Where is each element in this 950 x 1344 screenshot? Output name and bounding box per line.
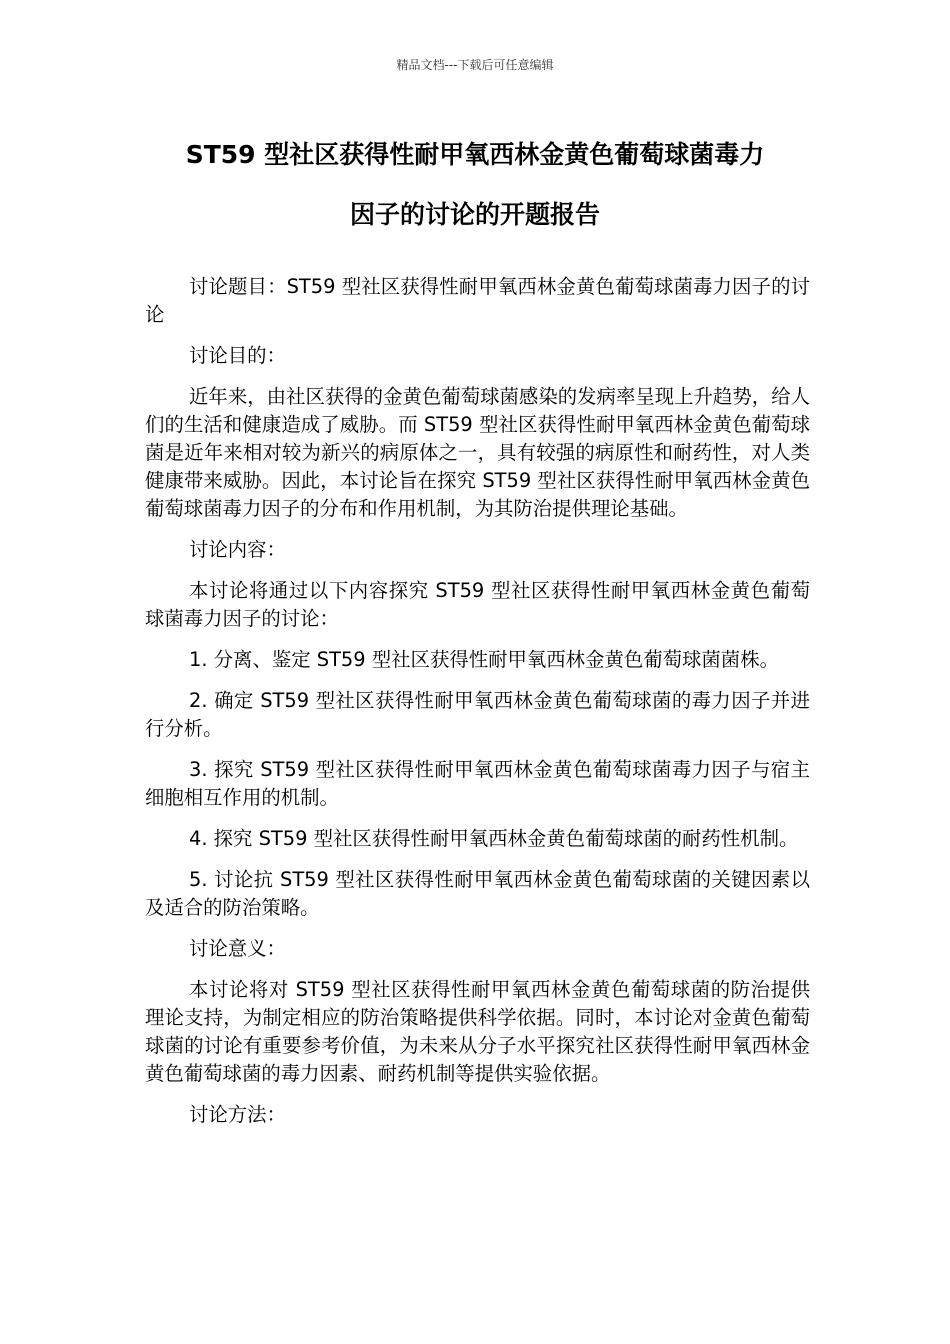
- heading-purpose: 讨论目的：: [189, 344, 286, 367]
- paragraph-content-intro: 本讨论将通过以下内容探究 ST59 型社区获得性耐甲氧西林金黄色葡萄球菌毒力因子的讨论：: [145, 579, 810, 630]
- title-line-1: ST59 型社区获得性耐甲氧西林金黄色葡萄球菌毒力: [185, 140, 765, 169]
- heading-methods: 讨论方法：: [189, 1103, 286, 1126]
- list-item-3: 3. 探究 ST59 型社区获得性耐甲氧西林金黄色葡萄球菌毒力因子与宿主细胞相互作用的机制。: [145, 758, 810, 809]
- title-line-2: 因子的讨论的开题报告: [349, 200, 600, 229]
- paragraph-purpose: 近年来，由社区获得的金黄色葡萄球菌感染的发病率呈现上升趋势，给人们的生活和健康造成了威胁。而 ST59 型社区获得性耐甲氧西林金黄色葡萄球菌是近年来相对较为新兴的病原体之一，具有较强的病原性和耐药性，对人类健康带来威胁。因此，本讨论旨在探究 ST59 型社区获得性耐甲氧西林金黄色葡萄球菌毒力因子的分布和作用机制，为其防治提供理论基础。: [145, 385, 810, 520]
- header-note: 精品文档---下载后可任意编辑: [396, 58, 554, 72]
- list-item-2: 2. 确定 ST59 型社区获得性耐甲氧西林金黄色葡萄球菌的毒力因子并进行分析。: [145, 689, 810, 740]
- list-item-4: 4. 探究 ST59 型社区获得性耐甲氧西林金黄色葡萄球菌的耐药性机制。: [189, 827, 799, 850]
- document-body: [145, 273, 810, 1142]
- paragraph-topic: 讨论题目：ST59 型社区获得性耐甲氧西林金黄色葡萄球菌毒力因子的讨论: [145, 275, 810, 326]
- heading-significance: 讨论意义：: [189, 937, 286, 960]
- list-item-1: 1. 分离、鉴定 ST59 型社区获得性耐甲氧西林金黄色葡萄球菌菌株。: [189, 648, 779, 671]
- heading-content: 讨论内容：: [189, 538, 286, 561]
- paragraph-significance: 本讨论将对 ST59 型社区获得性耐甲氧西林金黄色葡萄球菌的防治提供理论支持，为制定相应的防治策略提供科学依据。同时，本讨论对金黄色葡萄球菌的讨论有重要参考价值，为未来从分子水平探究社区获得性耐甲氧西林金黄色葡萄球菌的毒力因素、耐药机制等提供实验依据。: [145, 978, 810, 1085]
- list-item-5: 5. 讨论抗 ST59 型社区获得性耐甲氧西林金黄色葡萄球菌的关键因素以及适合的防治策略。: [145, 868, 810, 919]
- document-title: [100, 136, 850, 233]
